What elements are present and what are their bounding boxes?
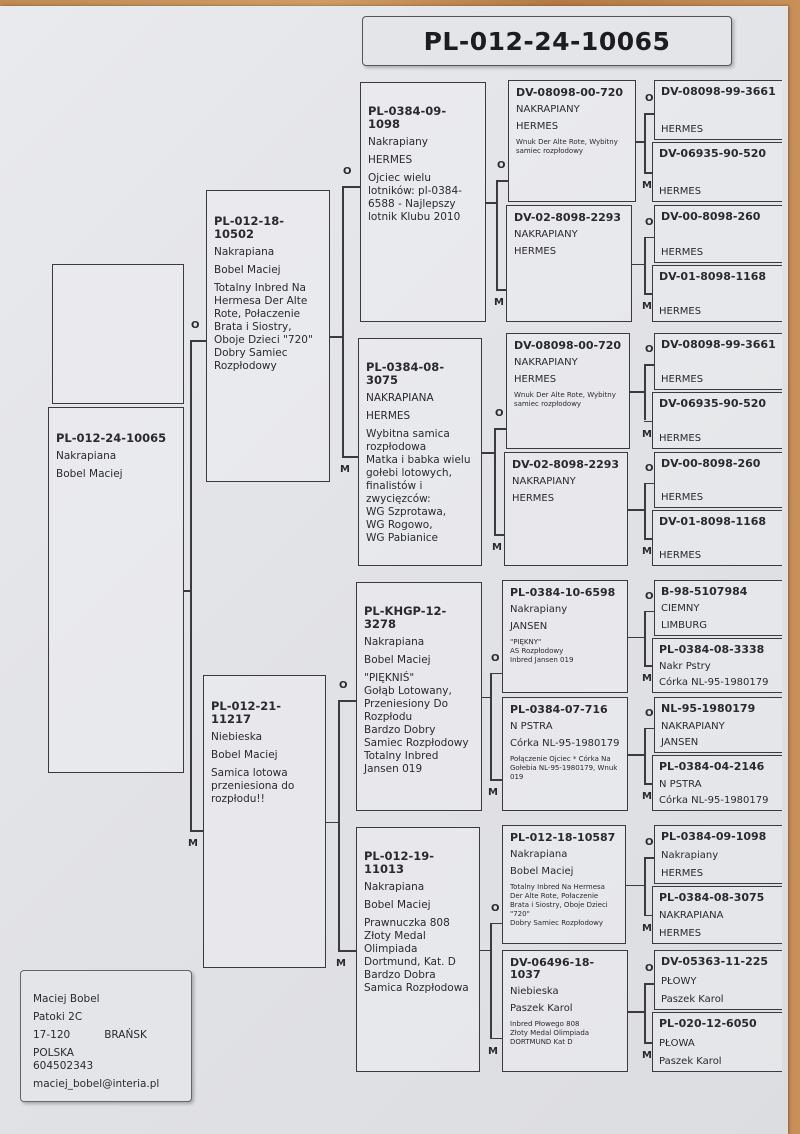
bird-detail: JANSEN <box>661 737 699 748</box>
bird-detail: PŁOWY <box>661 975 697 987</box>
connector-line <box>490 673 502 675</box>
bird-detail: Córka NL-95-1980179 <box>510 738 620 749</box>
connector-line <box>494 428 506 430</box>
ring-number: DV-08098-99-3661 <box>661 338 776 351</box>
connector-line <box>494 534 504 536</box>
connector-line <box>644 857 654 859</box>
connector-line <box>644 113 646 172</box>
connector-line <box>338 700 356 702</box>
ring-number: PL-020-12-6050 <box>659 1017 757 1030</box>
pedigree-box-g5 <box>654 825 782 884</box>
connector-line <box>644 983 654 985</box>
bird-detail: HERMES <box>661 246 704 258</box>
bird-detail: Nakrapiany <box>368 136 429 148</box>
connector-line <box>490 923 492 1038</box>
connector-line <box>644 783 652 785</box>
pedigree-box-g3 <box>360 82 486 322</box>
ring-number: DV-00-8098-260 <box>661 210 761 223</box>
bird-detail: HERMES <box>661 867 704 879</box>
pedigree-box-g5 <box>652 510 782 566</box>
dam-label: M <box>492 542 502 554</box>
bird-detail: LIMBURG <box>661 619 708 631</box>
dam-label: M <box>642 1050 652 1061</box>
owner-country: POLSKA <box>33 1047 74 1059</box>
bird-notes: Totalny Inbred Na Hermesa Der Alte Rote, Połaczenie Brata i Siostry, Oboje Dzieci "720" Dobry Samiec Rozpłodowy <box>214 282 313 372</box>
dam-label: M <box>642 180 652 191</box>
connector-line <box>644 915 652 917</box>
bird-detail: Bobel Maciej <box>364 899 431 911</box>
bird-detail: Nakrapiana <box>364 881 425 893</box>
connector-line <box>490 1038 502 1040</box>
bird-detail: NAKRAPIANY <box>514 229 578 240</box>
bird-detail: HERMES <box>512 493 555 504</box>
ring-number: PL-0384-08-3338 <box>659 642 765 656</box>
connector-line <box>342 456 358 458</box>
connector-line <box>630 391 644 393</box>
pedigree-box-g5 <box>652 755 782 811</box>
connector-line <box>496 180 498 289</box>
connector-line <box>644 172 652 174</box>
connector-line <box>496 180 508 182</box>
connector-line <box>490 779 502 781</box>
ring-number: DV-01-8098-1168 <box>659 515 767 528</box>
connector-line <box>482 697 490 699</box>
connector-line <box>330 336 342 338</box>
connector-line <box>644 728 646 783</box>
connector-line <box>338 700 340 950</box>
bird-notes: "PIĘKNIŚ" Gołąb Lotowany, Przeniesiony Do Rozpłodu Bardzo Dobry Samiec Rozpłodowy Totalny Inbred Jansen 019 <box>364 672 469 775</box>
pedigree-box-g4 <box>502 580 628 693</box>
pedigree-box-g4 <box>506 205 632 322</box>
bird-detail: HERMES <box>659 306 702 317</box>
sire-label: O <box>645 590 654 602</box>
connector-line <box>628 509 644 511</box>
bird-detail: Nakr Pstry <box>659 660 711 672</box>
connector-line <box>644 293 652 295</box>
pedigree-box-g5 <box>654 452 782 508</box>
pedigree-box-g2 <box>206 190 330 482</box>
sire-label: O <box>645 344 654 356</box>
bird-detail: NAKRAPIANY <box>512 476 576 487</box>
connector-line <box>628 754 644 756</box>
bird-detail: HERMES <box>368 154 413 166</box>
connector-line <box>644 421 652 423</box>
pedigree-box-g2 <box>203 675 326 968</box>
ring-number: PL-0384-09-1098 <box>661 830 767 843</box>
connector-line <box>644 1042 652 1044</box>
bird-detail: NAKRAPIANY <box>661 720 725 732</box>
bird-detail: Bobel Maciej <box>211 749 278 761</box>
pedigree-box-g4 <box>502 825 626 944</box>
sire-label: O <box>495 408 504 420</box>
connector-line <box>490 923 502 925</box>
bird-notes: Połączenie Ojciec * Córka Na Gołebia NL-95-1980179, Wnuk 019 <box>510 755 618 781</box>
bird-detail: Paszek Karol <box>659 1056 722 1067</box>
ring-number: B-98-5107984 <box>661 585 748 598</box>
owner-phone: 604502343 <box>33 1060 94 1072</box>
bird-notes: Inbred Płowego 808 Złoty Medal Olimpiada DORTMUND Kat D <box>510 1020 590 1046</box>
bird-notes: "PIĘKNY" AS Rozpłodowy Inbred Jansen 019 <box>510 638 574 664</box>
dam-label: M <box>642 791 652 802</box>
owner-name: Maciej Bobel <box>33 993 100 1005</box>
dam-label: M <box>642 546 652 557</box>
ring-number: PL-0384-07-716 <box>510 703 608 716</box>
connector-line <box>494 428 496 534</box>
bird-detail: Paszek Karol <box>661 994 724 1005</box>
connector-line <box>190 340 206 342</box>
sire-label: O <box>343 166 352 177</box>
bird-detail: Bobel Maciej <box>56 468 123 480</box>
connector-line <box>644 364 646 420</box>
dam-label: M <box>494 297 504 309</box>
bird-detail: HERMES <box>659 550 702 561</box>
connector-line <box>644 611 646 666</box>
bird-detail: Niebieska <box>211 731 263 743</box>
bird-detail: HERMES <box>514 374 557 385</box>
pedigree-box-g5 <box>654 950 782 1010</box>
title-box <box>362 16 732 66</box>
bird-detail: JANSEN <box>510 621 548 632</box>
owner-email: maciej_bobel@interia.pl <box>33 1078 160 1090</box>
connector-line <box>628 1011 644 1013</box>
bird-detail: Paszek Karol <box>510 1003 573 1014</box>
ring-number: PL-0384-09-1098 <box>368 104 447 131</box>
connector-line <box>644 728 654 730</box>
ring-number: DV-06935-90-520 <box>659 147 767 160</box>
bird-detail: HERMES <box>661 492 704 503</box>
sire-label: O <box>645 963 654 974</box>
ring-number: PL-012-18-10502 <box>214 214 285 241</box>
pedigree-box-g1 <box>48 407 184 773</box>
ring-number: DV-08098-99-3661 <box>661 85 776 98</box>
bird-detail: HERMES <box>661 374 704 385</box>
pedigree-box-g5 <box>652 392 782 449</box>
bird-notes: Totalny Inbred Na Hermesa Der Alte Rote, Połaczenie Brata i Siostry, Oboje Dzieci "720" Dobry Samiec Rozpłodowy <box>510 883 608 927</box>
connector-line <box>644 237 654 239</box>
bird-notes: Wybitna samica rozpłodowa Matka i babka wielu gołebi lotowych, finalistów i zwycięzców: WG Szprotawa, WG Rogowo, WG Pabianice <box>366 428 471 544</box>
pedigree-box-g5 <box>652 638 782 694</box>
ring-number: DV-02-8098-2293 <box>512 458 620 471</box>
connector-line <box>626 885 644 887</box>
pedigree-box-g5 <box>654 80 782 140</box>
ring-number: PL-012-19-11013 <box>364 849 435 876</box>
sire-label: O <box>645 462 654 474</box>
connector-line <box>496 289 506 291</box>
connector-line <box>644 538 652 540</box>
ring-number: PL-0384-08-3075 <box>366 360 445 387</box>
bird-detail: N PSTRA <box>510 721 553 732</box>
connector-line <box>644 983 646 1042</box>
connector-line <box>190 830 203 832</box>
ring-number: DV-02-8098-2293 <box>514 211 622 224</box>
ring-number: DV-05363-11-225 <box>661 955 769 968</box>
sire-label: O <box>497 160 506 172</box>
sire-label: O <box>645 707 654 719</box>
ring-number: DV-06496-18-1037 <box>510 956 595 981</box>
connector-line <box>628 637 644 639</box>
sire-label: O <box>645 216 654 228</box>
sire-label: O <box>191 320 200 331</box>
bird-detail: Nakrapiany <box>510 604 568 615</box>
pedigree-box-g5 <box>652 1012 782 1072</box>
bird-detail: NAKRAPIANA <box>659 910 724 922</box>
bird-detail: Nakrapiana <box>56 450 117 462</box>
bird-notes: Wnuk Der Alte Rote, Wybitny samiec rozpłodowy <box>516 138 618 155</box>
dam-label: M <box>642 301 652 313</box>
bird-notes: Ojciec wielu lotników: pl-0384-6588 - Najlepszy lotnik Klubu 2010 <box>368 172 462 223</box>
ring-number: DV-06935-90-520 <box>659 397 767 410</box>
connector-line <box>482 452 494 454</box>
ring-number: PL-0384-04-2146 <box>659 760 765 773</box>
pedigree-box-g3 <box>356 582 482 811</box>
bird-detail: HERMES <box>659 433 702 444</box>
bird-detail: Nakrapiana <box>510 849 568 860</box>
bird-detail: Córka NL-95-1980179 <box>659 677 769 688</box>
pedigree-box-g4 <box>506 333 630 449</box>
ring-number: PL-0384-08-3075 <box>659 890 765 904</box>
dam-label: M <box>488 1045 498 1057</box>
bird-notes: Samica lotowa przeniesiona do rozpłodu!! <box>211 767 295 805</box>
dam-label: M <box>188 838 198 849</box>
connector-line <box>644 483 646 538</box>
pedigree-box-g3 <box>358 338 482 566</box>
bird-detail: Bobel Maciej <box>364 654 431 666</box>
dam-label: M <box>340 464 350 475</box>
bird-detail: N PSTRA <box>659 778 702 790</box>
owner-street: Patoki 2C <box>33 1011 83 1023</box>
dam-label: M <box>642 428 652 440</box>
pedigree-box-g5 <box>652 886 782 945</box>
bird-detail: Nakrapiana <box>214 246 275 258</box>
connector-line <box>632 264 644 266</box>
bird-detail: HERMES <box>516 121 559 132</box>
pedigree-box-g5 <box>654 580 782 636</box>
bird-detail: Bobel Maciej <box>214 264 281 276</box>
connector-line <box>342 186 344 456</box>
connector-line <box>326 822 338 824</box>
owner-city: BRAŃSK <box>104 1029 147 1041</box>
bird-detail: Nakrapiany <box>661 849 719 861</box>
ring-number: PL-012-24-10065 <box>56 431 167 445</box>
bird-detail: CIEMNY <box>661 603 700 615</box>
pedigree-box-g4 <box>508 80 636 202</box>
dam-label: M <box>642 673 652 685</box>
dam-label: M <box>488 787 498 799</box>
pedigree-box-g5 <box>654 333 782 390</box>
pedigree-box-g5 <box>654 697 782 753</box>
ring-number: DV-08098-00-720 <box>516 86 624 99</box>
pedigree-box-g4 <box>504 452 628 566</box>
sire-label: O <box>339 680 348 691</box>
connector-line <box>644 237 646 294</box>
connector-line <box>644 611 654 613</box>
bird-detail: Córka NL-95-1980179 <box>659 795 769 806</box>
connector-line <box>644 857 646 915</box>
dam-label: M <box>642 922 652 934</box>
owner-address-box <box>20 970 192 1102</box>
bird-detail: Bobel Maciej <box>510 866 574 877</box>
connector-line <box>338 950 356 952</box>
bird-notes: Wnuk Der Alte Rote, Wybitny samiec rozpłodowy <box>514 391 616 408</box>
bird-detail: HERMES <box>659 186 702 197</box>
pedigree-box-g5 <box>654 205 782 263</box>
bird-detail: PŁOWA <box>659 1037 695 1049</box>
connector-line <box>644 483 654 485</box>
ring-number: PL-0384-10-6598 <box>510 586 616 599</box>
bird-detail: NAKRAPIANY <box>516 104 580 115</box>
ring-number: PL-012-21-11217 <box>211 699 282 726</box>
sire-label: O <box>645 93 654 104</box>
connector-line <box>644 364 654 366</box>
bird-notes: Prawnuczka 808 Złoty Medal Olimpiada Dortmund, Kat. D Bardzo Dobra Samica Rozpłodowa <box>364 917 469 994</box>
bird-detail: HERMES <box>659 928 702 939</box>
ring-number: NL-95-1980179 <box>661 702 756 715</box>
connector-line <box>480 950 490 952</box>
sire-label: O <box>491 902 500 914</box>
ring-number: DV-01-8098-1168 <box>659 269 767 283</box>
ring-number: DV-08098-00-720 <box>514 339 622 352</box>
bird-detail: NAKRAPIANY <box>514 357 578 368</box>
connector-line <box>486 202 496 204</box>
bird-detail: NAKRAPIANA <box>366 392 434 404</box>
bird-detail: HERMES <box>514 246 557 257</box>
bird-detail: HERMES <box>366 410 411 422</box>
connector-line <box>644 113 654 115</box>
pedigree-box-g5 <box>652 142 782 202</box>
connector-line <box>636 141 644 143</box>
connector-line <box>644 665 652 667</box>
connector-line <box>190 340 192 830</box>
connector-line <box>342 186 360 188</box>
owner-postcode: 17-120 <box>33 1029 71 1041</box>
page-title: PL-012-24-10065 <box>423 26 671 56</box>
empty-photo-box <box>52 264 184 404</box>
ring-number: PL-012-18-10587 <box>510 831 616 844</box>
pedigree-box-g4 <box>502 697 628 811</box>
sire-label: O <box>645 837 654 849</box>
pedigree-box-g3 <box>356 827 480 1072</box>
bird-detail: HERMES <box>661 124 704 135</box>
bird-detail: Niebieska <box>510 986 559 997</box>
pedigree-box-g4 <box>502 950 628 1072</box>
connector-line <box>490 673 492 779</box>
pedigree-box-g5 <box>652 265 782 323</box>
sire-label: O <box>491 652 500 664</box>
dam-label: M <box>336 958 346 969</box>
ring-number: PL-KHGP-12-3278 <box>364 604 447 631</box>
bird-detail: Nakrapiana <box>364 636 425 648</box>
ring-number: DV-00-8098-260 <box>661 457 761 470</box>
